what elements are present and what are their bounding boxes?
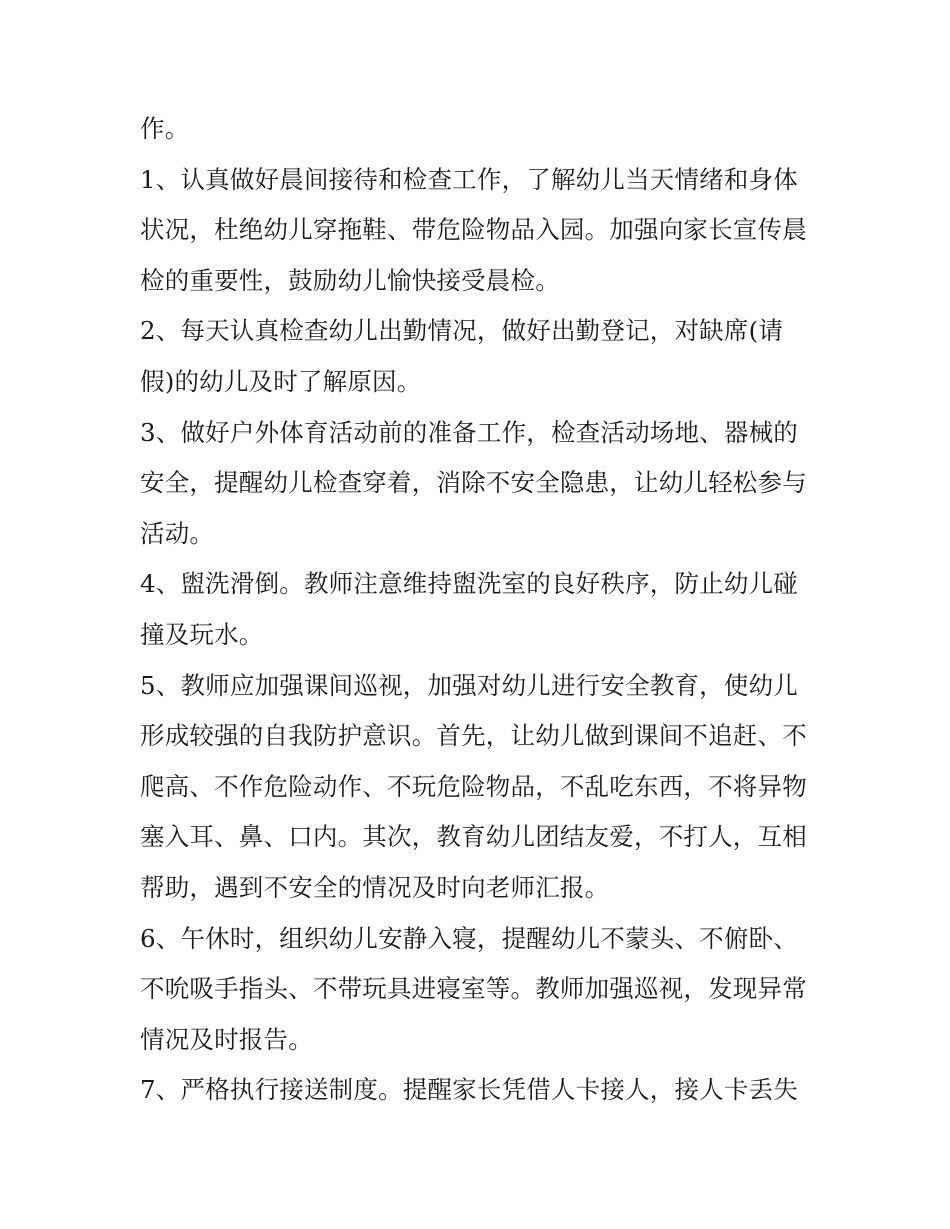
text-line: 5、教师应加强课间巡视，加强对幼儿进行安全教育，使幼儿 (140, 670, 798, 700)
text-line: 情况及时报告。 (140, 1024, 313, 1054)
text-line: 检的重要性，鼓励幼儿愉快接受晨检。 (140, 265, 560, 295)
text-line: 撞及玩水。 (140, 619, 264, 649)
document-body (140, 104, 820, 1116)
text-line: 状况，杜绝幼儿穿拖鞋、带危险物品入园。加强向家长宣传晨 (140, 215, 807, 245)
text-line: 7、严格执行接送制度。提醒家长凭借人卡接人，接人卡丢失 (140, 1075, 798, 1105)
text-line: 形成较强的自我防护意识。首先，让幼儿做到课间不追赶、不 (140, 721, 807, 751)
text-line: 不吮吸手指头、不带玩具进寝室等。教师加强巡视，发现异常 (140, 974, 807, 1004)
text-line: 活动。 (140, 518, 215, 548)
text-line: 作。 (140, 114, 190, 143)
text-line: 3、做好户外体育活动前的准备工作，检查活动场地、器械的 (140, 417, 798, 447)
text-line: 帮助，遇到不安全的情况及时向老师汇报。 (140, 872, 610, 902)
text-line: 塞入耳、鼻、口内。其次，教育幼儿团结友爱，不打人，互相 (140, 822, 807, 852)
text-line: 4、盥洗滑倒。教师注意维持盥洗室的良好秩序，防止幼儿碰 (140, 569, 798, 599)
text-line: 爬高、不作危险动作、不玩危险物品，不乱吃东西，不将异物 (140, 771, 807, 801)
text-line: 6、午休时，组织幼儿安静入寝，提醒幼儿不蒙头、不俯卧、 (140, 923, 798, 953)
text-line: 安全，提醒幼儿检查穿着，消除不安全隐患，让幼儿轻松参与 (140, 468, 807, 498)
text-line: 1、认真做好晨间接待和检查工作，了解幼儿当天情绪和身体 (140, 164, 798, 194)
text-line: 2、每天认真检查幼儿出勤情况，做好出勤登记，对缺席(请 (140, 316, 784, 346)
text-line: 假)的幼儿及时了解原因。 (140, 366, 422, 396)
